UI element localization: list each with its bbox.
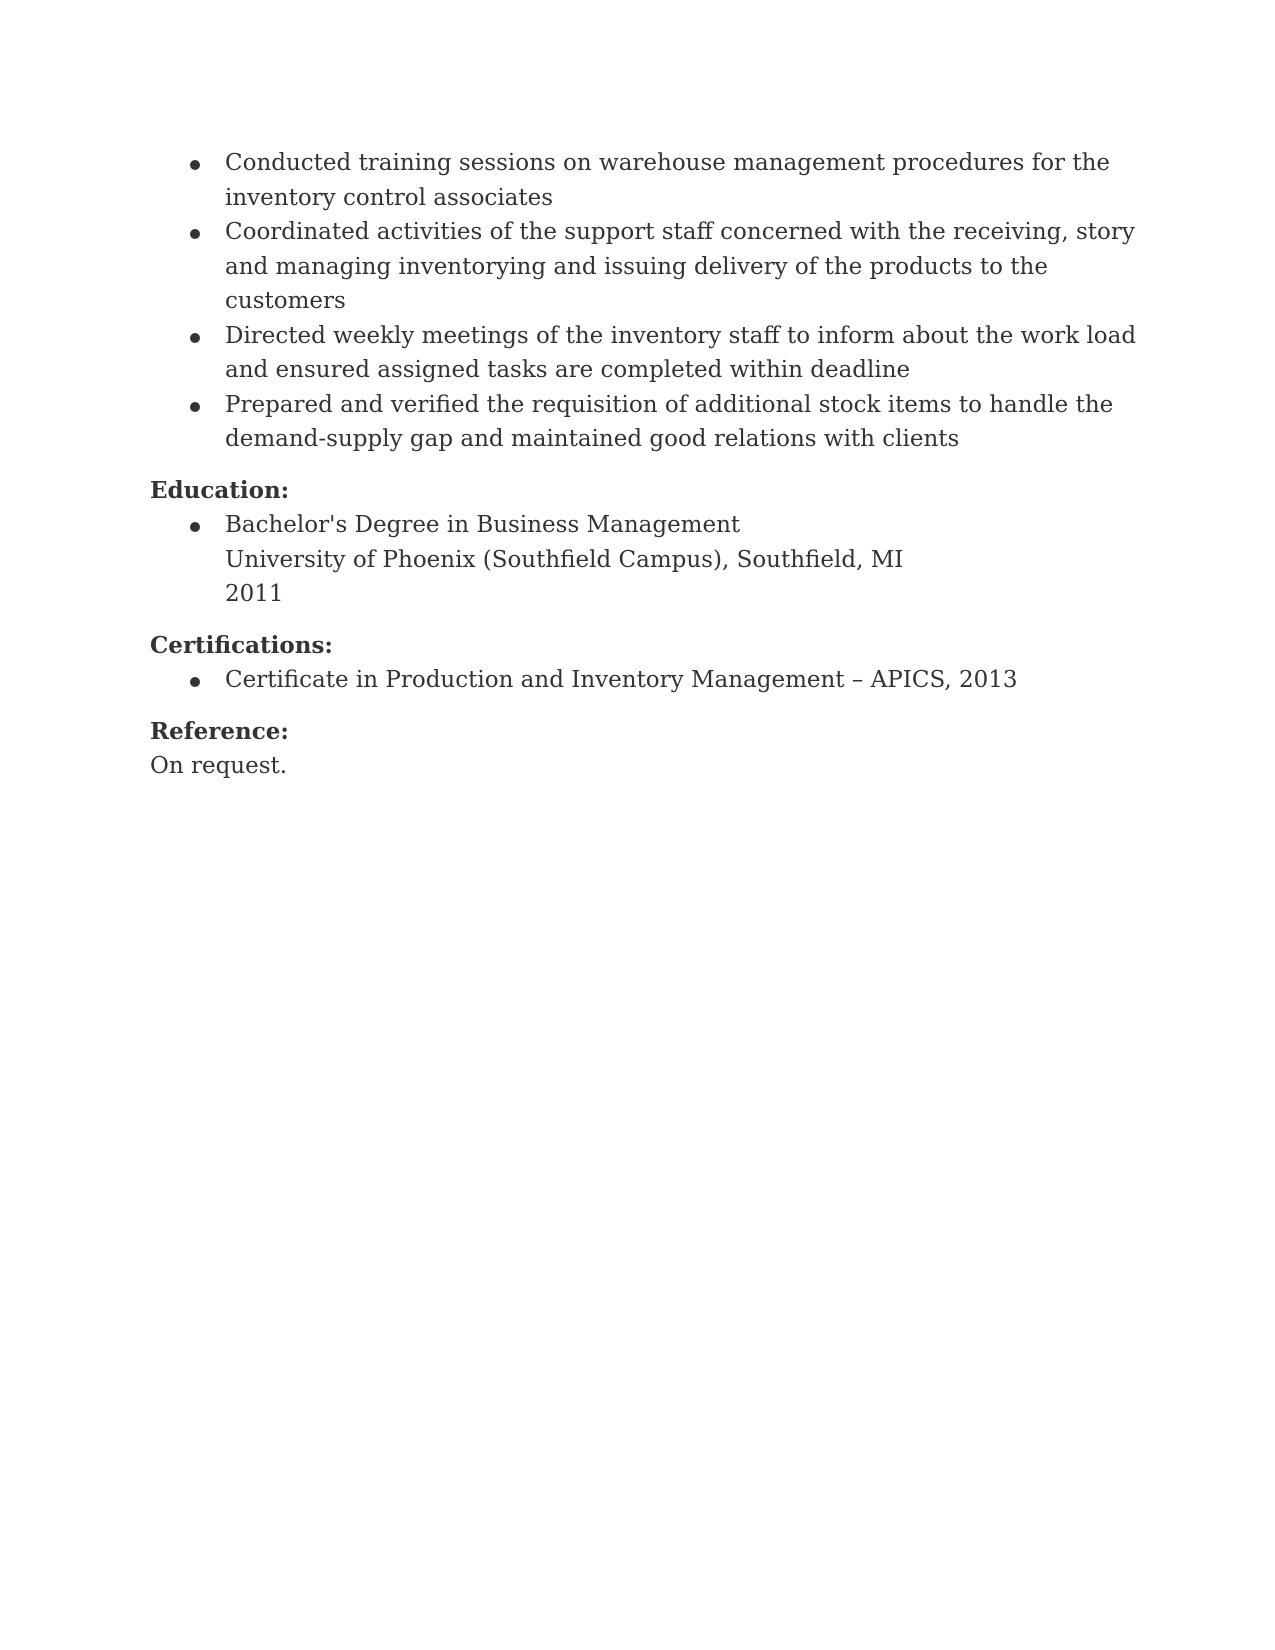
education-heading: Education: bbox=[150, 476, 290, 504]
education-degree: Bachelor's Degree in Business Management bbox=[225, 512, 741, 538]
reference-text: On request. bbox=[150, 753, 288, 779]
list-item bbox=[150, 663, 1140, 698]
experience-bullet-text: Prepared and verified the requisition of additional stock items to handle the demand-supply gap and maintained good relations with clients bbox=[225, 391, 1114, 452]
experience-bullet-text: Coordinated activities of the support staff concerned with the receiving, story and managing inventorying and issuing delivery of the products to the customers bbox=[225, 219, 1135, 314]
list-item bbox=[150, 388, 1140, 457]
certifications-heading: Certifications: bbox=[150, 631, 333, 659]
experience-bullet-text: Directed weekly meetings of the inventory staff to inform about the work load and ensured assigned tasks are completed within deadline bbox=[225, 322, 1137, 383]
page-content bbox=[150, 146, 1140, 784]
education-year: 2011 bbox=[225, 581, 284, 607]
bullet-icon bbox=[190, 229, 200, 239]
education-school: University of Phoenix (Southfield Campus), Southfield, MI bbox=[225, 546, 904, 573]
bullet-icon bbox=[190, 402, 200, 412]
reference-heading: Reference: bbox=[150, 717, 289, 745]
list-item bbox=[150, 508, 1140, 612]
education-list bbox=[150, 508, 1140, 612]
list-item bbox=[150, 215, 1140, 319]
bullet-icon bbox=[190, 522, 200, 532]
bullet-icon bbox=[190, 160, 200, 170]
certifications-list bbox=[150, 663, 1140, 698]
experience-bullet-text: Conducted training sessions on warehouse management procedures for the inventory control associates bbox=[225, 150, 1111, 211]
certification-text: Certificate in Production and Inventory Management – APICS, 2013 bbox=[225, 667, 1018, 693]
bullet-icon bbox=[190, 333, 200, 343]
experience-bullet-list bbox=[150, 146, 1140, 457]
bullet-icon bbox=[190, 677, 200, 687]
list-item bbox=[150, 146, 1140, 215]
list-item bbox=[150, 319, 1140, 388]
